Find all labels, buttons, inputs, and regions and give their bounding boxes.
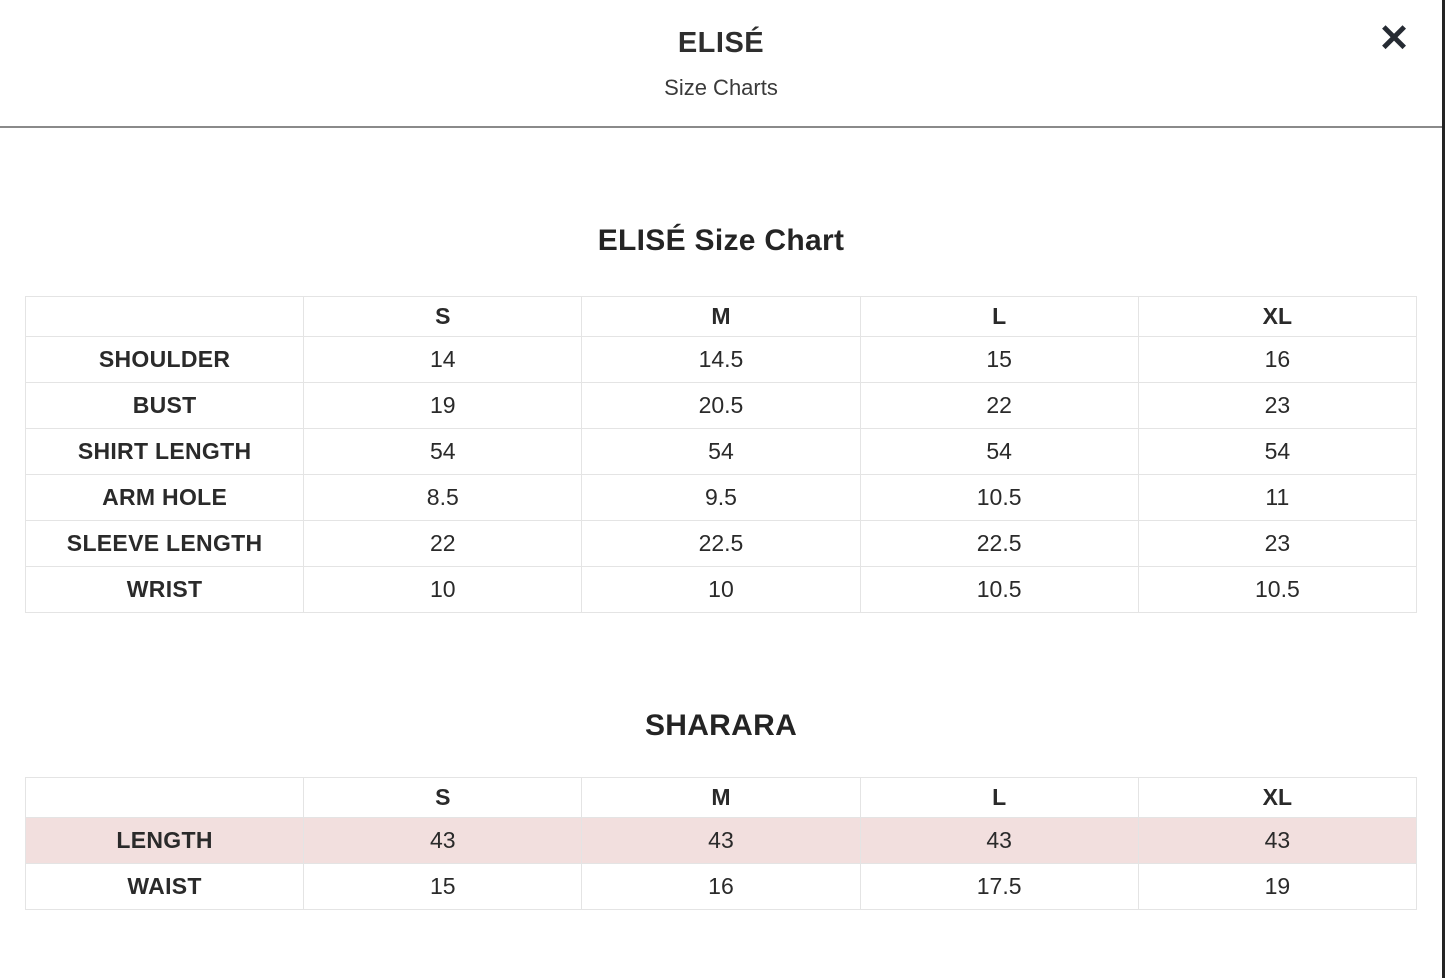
row-label: SHIRT LENGTH [26, 429, 304, 475]
table-row-highlighted [26, 818, 1417, 864]
size-value: 54 [582, 429, 860, 475]
size-value: 22 [860, 383, 1138, 429]
size-value: 8.5 [304, 475, 582, 521]
size-value: 54 [860, 429, 1138, 475]
size-value: 9.5 [582, 475, 860, 521]
size-value: 23 [1138, 383, 1416, 429]
table-row [26, 337, 1417, 383]
size-value: 19 [304, 383, 582, 429]
size-value: 10 [304, 567, 582, 613]
column-header-l: L [860, 297, 1138, 337]
table-row [26, 864, 1417, 910]
size-value: 17.5 [860, 864, 1138, 910]
row-label: SLEEVE LENGTH [26, 521, 304, 567]
size-value: 54 [1138, 429, 1416, 475]
close-icon[interactable]: ✕ [1378, 18, 1410, 60]
corner-cell [26, 778, 304, 818]
size-value: 16 [1138, 337, 1416, 383]
size-value: 10.5 [860, 567, 1138, 613]
table-row [26, 429, 1417, 475]
table-row [26, 383, 1417, 429]
size-value: 10.5 [1138, 567, 1416, 613]
size-value: 11 [1138, 475, 1416, 521]
size-value: 10.5 [860, 475, 1138, 521]
size-value: 14 [304, 337, 582, 383]
table-row [26, 475, 1417, 521]
size-value: 15 [304, 864, 582, 910]
column-header-xl: XL [1138, 778, 1416, 818]
column-header-m: M [582, 297, 860, 337]
modal-header [0, 0, 1442, 128]
row-label: SHOULDER [26, 337, 304, 383]
section-elise-size-chart [0, 128, 1442, 613]
column-header-m: M [582, 778, 860, 818]
column-header-xl: XL [1138, 297, 1416, 337]
table-row [26, 567, 1417, 613]
size-value: 19 [1138, 864, 1416, 910]
size-value: 16 [582, 864, 860, 910]
size-value: 43 [860, 818, 1138, 864]
brand-title: ELISÉ [677, 27, 765, 59]
row-label: ARM HOLE [26, 475, 304, 521]
sharara-table [25, 777, 1417, 910]
size-value: 54 [304, 429, 582, 475]
modal-subtitle: Size Charts [664, 75, 778, 100]
size-value: 43 [582, 818, 860, 864]
elise-size-chart-table [25, 296, 1417, 613]
row-label: WRIST [26, 567, 304, 613]
size-value: 20.5 [582, 383, 860, 429]
row-label: LENGTH [26, 818, 304, 864]
size-value: 14.5 [582, 337, 860, 383]
row-label: WAIST [26, 864, 304, 910]
row-label: BUST [26, 383, 304, 429]
column-header-l: L [860, 778, 1138, 818]
size-value: 43 [1138, 818, 1416, 864]
section-sharara [0, 613, 1442, 910]
size-value: 43 [304, 818, 582, 864]
size-value: 22 [304, 521, 582, 567]
size-value: 15 [860, 337, 1138, 383]
elise-size-chart-heading: ELISÉ Size Chart [597, 224, 845, 257]
table-row [26, 521, 1417, 567]
column-header-s: S [304, 778, 582, 818]
size-value: 23 [1138, 521, 1416, 567]
size-value: 22.5 [860, 521, 1138, 567]
table-header-row [26, 297, 1417, 337]
column-header-s: S [304, 297, 582, 337]
size-value: 22.5 [582, 521, 860, 567]
size-value: 10 [582, 567, 860, 613]
corner-cell [26, 297, 304, 337]
sharara-heading: SHARARA [644, 709, 798, 742]
table-header-row [26, 778, 1417, 818]
